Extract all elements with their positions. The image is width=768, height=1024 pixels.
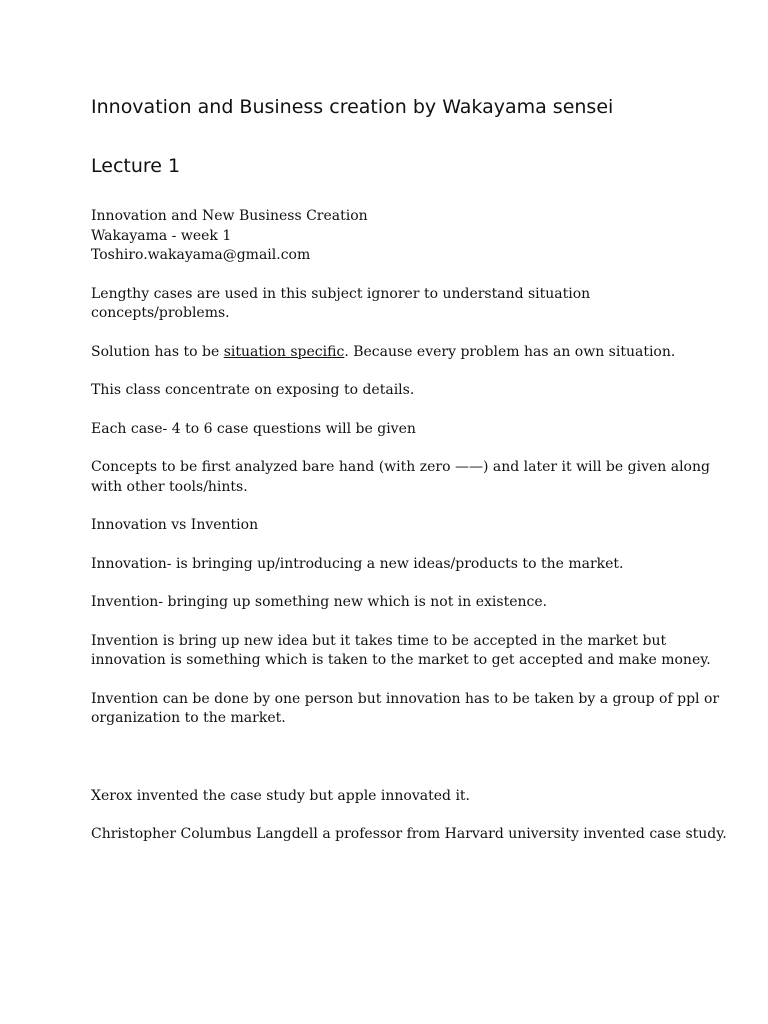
paragraph-case-questions: Each case- 4 to 6 case questions will be given bbox=[91, 420, 416, 437]
document-body bbox=[91, 207, 731, 864]
paragraph-one-person-vs-group: Invention can be done by one person but innovation has to be taken by a group of ppl or organization to the market. bbox=[91, 690, 720, 726]
paragraph-class-concentrate: This class concentrate on exposing to details. bbox=[91, 382, 415, 398]
paragraph-concepts: Concepts to be first analyzed bare hand (with zero ——) and later it will be given along with other tools/hints. bbox=[91, 459, 710, 495]
course-name: Innovation and New Business Creation bbox=[91, 208, 368, 224]
paragraph-innovation-vs-invention: Innovation vs Invention bbox=[91, 517, 259, 533]
instructor-week: Wakayama - week 1 bbox=[91, 227, 232, 244]
document-title: Innovation and Business creation by Wakayama sensei bbox=[91, 96, 614, 118]
solution-text-end: . Because every problem has an own situation. bbox=[344, 343, 676, 360]
solution-text-start: Solution has to be bbox=[91, 343, 224, 360]
paragraph-langdell: Christopher Columbus Langdell a professor from Harvard university invented case study. bbox=[91, 826, 727, 842]
instructor-email: Toshiro.wakayama@gmail.com bbox=[91, 247, 311, 263]
paragraph-solution bbox=[91, 343, 731, 363]
paragraph-innovation-definition: Innovation- is bringing up/introducing a new ideas/products to the market. bbox=[91, 555, 624, 572]
paragraph-lengthy-cases: Lengthy cases are used in this subject ignorer to understand situation concepts/problems. bbox=[91, 285, 591, 321]
paragraph-invention-definition: Invention- bringing up something new which is not in existence. bbox=[91, 594, 548, 610]
situation-specific-underlined: situation specific bbox=[223, 343, 345, 360]
paragraph-invention-vs-innovation-market: Invention is bring up new idea but it takes time to be accepted in the market but innovation is something which is taken to the market to get accepted and make money. bbox=[91, 632, 711, 668]
lecture-heading: Lecture 1 bbox=[91, 155, 181, 177]
paragraph-xerox-apple: Xerox invented the case study but apple innovated it. bbox=[91, 787, 470, 804]
